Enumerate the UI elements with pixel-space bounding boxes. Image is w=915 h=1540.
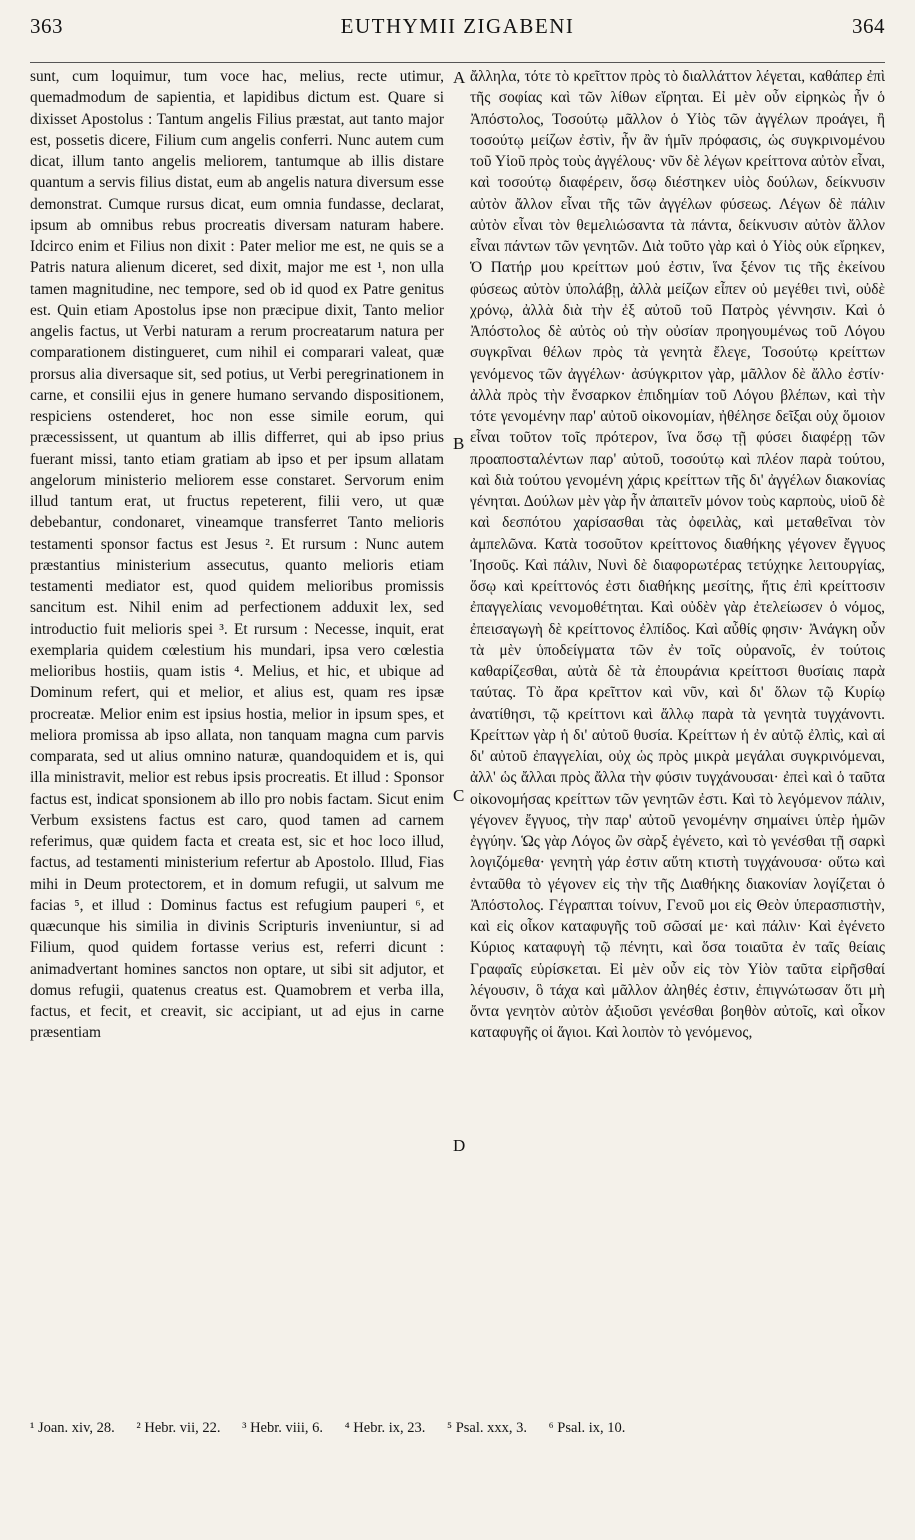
footnote-2: ² Hebr. vii, 22. [136,1420,221,1436]
footnote-4: ⁴ Hebr. ix, 23. [344,1420,426,1436]
footnote-6: ⁶ Psal. ix, 10. [548,1420,626,1436]
footnote-3: ³ Hebr. viii, 6. [242,1420,323,1436]
footnotes [30,1418,885,1438]
section-marker-a: A [453,68,466,87]
page-number-left: 363 [30,14,63,38]
section-marker-c: C [453,786,465,805]
latin-text: sunt, cum loquimur, tum voce hac, melius, recte utimur, quemadmodum de sapientia, et lapidibus dictum est. Quare si dixisset Apostolus : Tantum angelis Filius præstat, aut tanto major est, possetis dicere, Filium cum angelis conferri. Nunc autem cum dicat, illum tanto angelis meliorem, tantumque ab illis distare quantum a servis filius distat, eum ab angelis natura diversum esse demonstrat. Cumque rursus dicat, eum omnia fundasse, declarat, ipsum ab omnibus rebus procreatis diversam naturam habere. Idcirco enim et Filius non dixit : Pater melior me est, ne quis se a Patris natura alienum diceret, sed dixit, major me est ¹, non ulla tamen magnitudine, nec tempore, sed ob id quod ex Patre genitus est. Quin etiam Apostolus ipse non præcipue dixit, Tanto melior angelis factus, ut Verbi naturam a rerum procreatarum natura per comparationem distingueret, cum nihil ei comparari valeat, quæ prorsus alia diversaque sit, sed potius, ut Verbi peregrinationem in carne, et consilii ejus in genere humano servando dispositionem, respiciens ostenderet, hoc non esse simile eorum, qui præcessissent, ut quantum ab illis differret, qui ab ipso prius fuerant missi, tanto etiam gratiam ab ipso et per ipsum allatam angelorum ministerio meliorem esse constaret. Servorum enim illud tantum erat, ut fructus repeterent, filii vero, ut quæ debebantur, condonaret, vineamque transferret Tanto melioris testamenti sponsor factus est Jesus ². Et rursum : Nunc autem præstantius ministerium assecutus, quanto melioris etiam testamenti mediator est, quod quidem melioribus promissis sancitum est. Nihil enim ad perfectionem adduxit lex, sed introductio fuit melioris spei ³. Et rursum : Necesse, inquit, erat exemplaria quidem cœlestium his mundari, ipsa vero cœlestia melioribus hostiis, quam istis ⁴. Melius, et hic, et ubique ad Dominum refert, qui et melior, et alius est, quam res ipsæ procreatæ. Melior enim est ipsius hostia, melior in ipsum spes, et meliora promissa ab ipso allata, non tanquam magna cum parvis comparata, sed ut alius omnino naturæ, quandoquidem et is, qui illa ministravit, melior est rebus ipsis procreatis. Et illud : Sponsor factus est, indicat sponsionem ab illo pro nobis factam. Sicut enim Verbum exsistens factus est caro, quod tamen ad carnem referimus, quæ quidem facta et creata est, sic et hoc loco illud, factus, ad testamenti ministerium refertur ab Apostolo. Illud, Fias mihi in Deum protectorem, et in domum refugii, ut salvum me facias ⁵, et illud : Dominus factus est refugium pauperi ⁶, et quæcunque his similia in divinis Scripturis inveniuntur, si ad Filium, quod quidem fortasse verius est, referri dicunt : animadvertant homines sanctos non optare, ut sibi sit adjutor, et domus refugii, quatenus creatus est. Quamobrem et verba illa, factus, et fecit, et creavit, sic accipiant, ut ad ejus in carne præsentiam [30,68,444,1042]
section-marker-d: D [453,1136,466,1155]
page-header [30,14,885,44]
running-title: EUTHYMII ZIGABENI [340,14,575,38]
greek-text: ἄλληλα, τότε τὸ κρεῖττον πρὸς τὸ διαλλάττον λέγεται, καθάπερ ἐπὶ τῆς σοφίας καὶ τῶν λίθων εἴρηται. Εἰ μὲν οὖν εἰρηκὼς ἦν ὁ Ἀπόστολος, Τοσούτῳ μᾶλλον ὁ Υἱὸς τῶν ἀγγέλων προάγει, ἢ τοσούτῳ μείζων ἐστὶν, ἦν ἂν ἡμῖν πρόφασις, ὡς συγκρινομένου τοῦ Υἱοῦ πρὸς τοὺς ἀγγέλους· νῦν δὲ λέγων κρείττονα αὐτὸν εἶναι, καὶ τοσούτῳ διαφέρειν, ὅσῳ διέστηκεν υἱὸς δούλων, δείκνυσιν αὐτὸν ἄλλον εἶναι τῆς τῶν ἀγγέλων φύσεως. Λέγων δὲ πάλιν αὐτὸν εἶναι τὸν θεμελιώσαντα τὰ πάντα, δείκνυσιν αὐτὸν ἄλλον εἶναι πάντων τῶν γενητῶν. Διὰ τοῦτο γὰρ καὶ ὁ Υἱὸς οὐκ εἴρηκεν, Ὁ Πατήρ μου κρείττων μού ἐστιν, ἵνα ξένον τις τῆς ἐκείνου φύσεως αὐτὸν ὑπολάβῃ, ἀλλὰ μείζων εἶπεν οὐ μεγέθει τινὶ, οὐδὲ χρόνῳ, ἀλλὰ διὰ τὴν ἐξ αὐτοῦ τοῦ Πατρὸς γέννησιν. Καὶ ὁ Ἀπόστολος δὲ αὐτὸς οὐ τὴν οὐσίαν προηγουμένως τοῦ Λόγου συγκρῖναι θέλων πρὸς τὰ γενητὰ ἔλεγε, Τοσούτῳ κρείττων γενόμενος τῶν ἀγγέλων· ἀσύγκριτον γὰρ, μᾶλλον δὲ ἄλλο ἐστίν· ἀλλὰ πρὸς τὴν ἔνσαρκον ἐπιδημίαν τοῦ Λόγου βλέπων, καὶ τὴν τότε γενομένην παρ' αὐτοῦ οἰκονομίαν, ἠθέλησε δεῖξαι οὐχ ὅμοιον εἶναι τοῦτον τοῖς πρότερον, ἵνα ὅσῳ τῇ φύσει διαφέρῃ τῶν προαποσταλέντων παρ' αὐτοῦ, τοσούτῳ καὶ πλέον παρὰ τούτου, καὶ διὰ τούτου γενομένη χάρις κρείττων τῆς δι' ἀγγέλων διακονίας γένηται. Δούλων μὲν γὰρ ἦν ἀπαιτεῖν μόνον τοὺς καρποὺς, υἱοῦ δὲ καὶ δεσπότου χαρίσασθαι τὰς ὀφειλὰς, καὶ μεταθεῖναι τὸν ἀμπελῶνα. Κατὰ τοσοῦτον κρείττονος διαθήκης γέγονεν ἔγγυος Ἰησοῦς. Καὶ πάλιν, Νυνὶ δὲ διαφορωτέρας τετύχηκε λειτουργίας, ὅσῳ καὶ κρείττονός ἐστι διαθήκης μεσίτης, ἥτις ἐπὶ κρείττοσιν ἐπαγγελίαις νενομοθέτηται. Καὶ οὐδὲν γὰρ ἐτελείωσεν ὁ νόμος, ἐπεισαγωγὴ δὲ κρείττονος ἐλπίδος. Καὶ αὖθίς φησιν· Ἀνάγκη οὖν τὰ μὲν ὑποδείγματα τῶν ἐν τοῖς οὐρανοῖς, ἐν τούτοις καθαρίζεσθαι, αὐτὰ δὲ τὰ ἐπουράνια κρείττοσι θυσίαις παρὰ ταύτας. Τὸ ἄρα κρεῖττον καὶ νῦν, καὶ δι' ὅλων τῷ Κυρίῳ ἀνατίθησι, τῷ κρείττονι καὶ ἄλλῳ παρὰ τὰ γενητὰ τυγχάνοντι. Κρείττων γὰρ ἡ δι' αὐτοῦ θυσία. Κρείττων ἡ ἐν αὐτῷ ἐλπὶς, καὶ αἱ δι' αὐτοῦ ἐπαγγελίαι, οὐχ ὡς πρὸς μικρὰ μεγάλαι συγκρινόμεναι, ἀλλ' ὡς ἄλλαι πρὸς ἄλλα τὴν φύσιν τυγχάνουσαι· ἐπεὶ καὶ ὁ ταῦτα οἰκονομήσας κρείττων τῶν γενητῶν ἐστι. Καὶ τὸ λεγόμενον πάλιν, γέγονεν ἔγγυος, τὴν παρ' αὐτοῦ γενομένην σημαίνει ὑπὲρ ἡμῶν ἐγγύην. Ὡς γὰρ Λόγος ὢν σὰρξ ἐγένετο, καὶ τὸ γενέσθαι τῇ σαρκὶ λογιζόμεθα· γενητὴ γάρ ἐστιν αὕτη κτιστὴ τυγχάνουσα· οὕτω καὶ ἐνταῦθα τὸ γέγονεν εἰς τὴν τῆς Διαθήκης διακονίαν λογίζεται ὁ Ἀπόστολος. Γέγραπται τοίνυν, Γενοῦ μοι εἰς Θεὸν ὑπερασπιστὴν, καὶ εἰς οἶκον καταφυγῆς τοῦ σῶσαί με· καὶ πάλιν· Καὶ ἐγένετο Κύριος καταφυγὴ τῷ πένητι, καὶ ὅσα τοιαῦτα ἐν ταῖς θείαις Γραφαῖς εὑρίσκεται. Εἰ μὲν οὖν εἰς τὸν Υἱὸν ταῦτα εἰρῆσθαί λέγουσιν, ὃ τάχα καὶ μᾶλλον ἀληθές ἐστιν, ἐπιγνώτωσαν ὅτι μὴ ὄντα γενητὸν αὐτὸν ἀξιοῦσι γενέσθαι βοηθὸν αὐτοῖς, καὶ οἶκον καταφυγῆς οἱ ἅγιοι. Καὶ λοιπὸν τὸ γενόμενος, [470,68,885,1042]
header-rule [30,62,885,63]
page-number-right: 364 [852,14,885,38]
section-marker-b: B [453,434,465,453]
greek-column [470,66,885,1406]
latin-column [30,66,444,1406]
footnote-5: ⁵ Psal. xxx, 3. [447,1420,527,1436]
footnote-1: ¹ Joan. xiv, 28. [30,1420,115,1436]
